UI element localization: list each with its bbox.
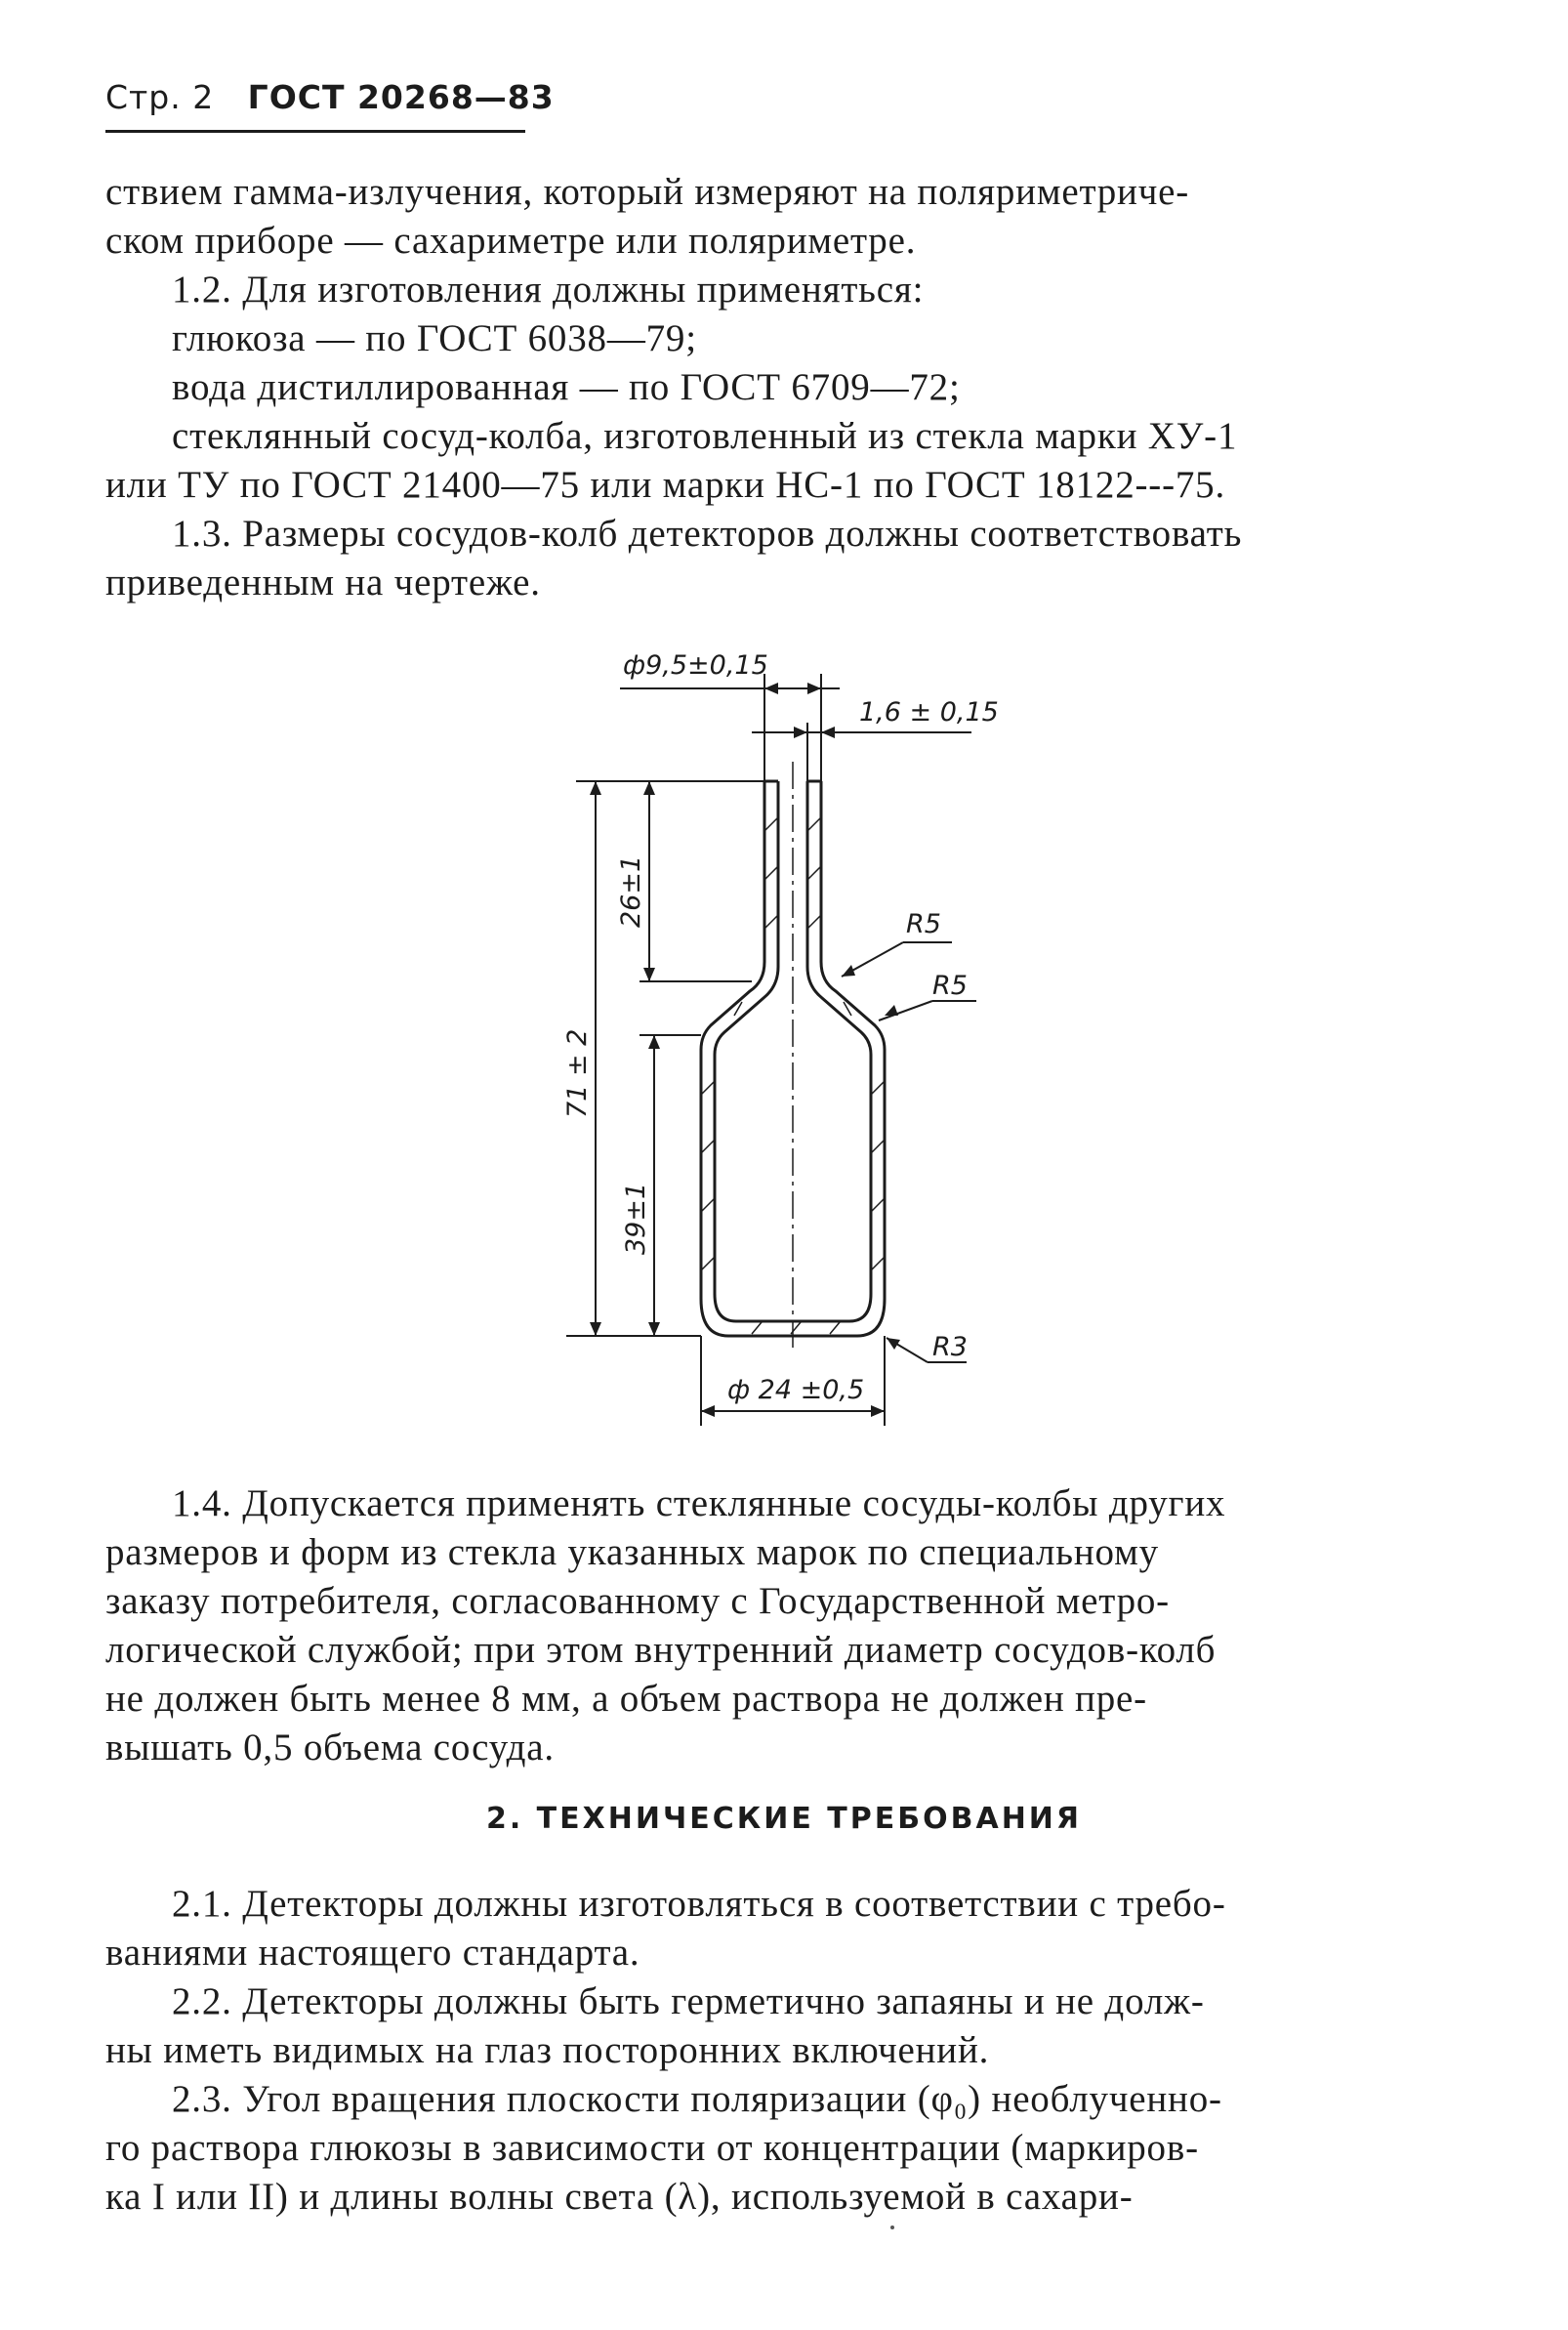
- scan-speck: [890, 2226, 894, 2229]
- label-base-diameter: ф 24 ±0,5: [727, 1375, 865, 1405]
- clause-1-2-item: или ТУ по ГОСТ 21400—75 или марки НС-1 по ГОСТ 18122---75.: [105, 464, 1226, 506]
- label-total-height: 71 ± 2: [562, 1028, 593, 1118]
- label-outer-diameter: ф9,5±0,15: [623, 650, 768, 681]
- label-radius-upper: R5: [906, 909, 941, 939]
- clause-1-2-item: вода дистиллированная — по ГОСТ 6709—72;: [172, 366, 961, 408]
- clause-1-4: [105, 1479, 1463, 1772]
- clause-1-4-line: вышать 0,5 объема сосуда.: [105, 1727, 555, 1768]
- page-number: Стр. 2: [105, 78, 215, 116]
- clause-1-2-item: стеклянный сосуд-колба, изготовленный из стекла марки ХУ-1: [172, 415, 1238, 457]
- label-neck-height: 26±1: [616, 854, 646, 928]
- clause-1-4-line: не должен быть менее 8 мм, а объем раствора не должен пре-: [105, 1678, 1147, 1720]
- clause-2-3-line: 2.3. Угол вращения плоскости поляризации (φ₀) необлученно-: [172, 2078, 1222, 2120]
- clause-2-2-line: 2.2. Детекторы должны быть герметично запаяны и не долж-: [172, 1980, 1205, 2022]
- intro-line: ском приборе — сахариметре или поляриметре.: [105, 220, 917, 262]
- label-radius-lower: R5: [932, 971, 968, 1001]
- dimension-arrows: [590, 683, 900, 1417]
- clause-1-4-line: 1.4. Допускается применять стеклянные сосуды-колбы других: [172, 1482, 1226, 1524]
- intro-line: ствием гамма-излучения, который измеряют на поляриметриче-: [105, 171, 1190, 213]
- label-radius-bottom: R3: [932, 1332, 968, 1362]
- clause-1-2-title: 1.2. Для изготовления должны применяться:: [172, 269, 925, 311]
- clause-2-1-line: 2.1. Детекторы должны изготовляться в соответствии с требо-: [172, 1883, 1226, 1925]
- clause-2-3-line: го раствора глюкозы в зависимости от концентрации (маркиров-: [105, 2127, 1199, 2169]
- clause-1-4-line: заказу потребителя, согласованному с Государственной метро-: [105, 1580, 1170, 1622]
- label-body-height: 39±1: [621, 1182, 651, 1255]
- label-wall-thickness: 1,6 ± 0,15: [859, 697, 999, 728]
- clause-1-3-line: приведенным на чертеже.: [105, 562, 541, 603]
- section-2-title: 2. ТЕХНИЧЕСКИЕ ТРЕБОВАНИЯ: [485, 1802, 1083, 1836]
- clause-1-4-line: размеров и форм из стекла указанных марок по специальному: [105, 1531, 1159, 1573]
- clause-1-3-line: 1.3. Размеры сосудов-колб детекторов должны соответствовать: [172, 513, 1243, 555]
- clause-2-1-line: ваниями настоящего стандарта.: [105, 1932, 640, 1974]
- standard-number: ГОСТ 20268—83: [247, 78, 555, 116]
- dimension-lines: [566, 674, 976, 1426]
- clause-1-4-line: логической службой; при этом внутренний диаметр сосудов-колб: [105, 1629, 1217, 1671]
- clause-2-3-line: ка I или II) и длины волны света (λ), используемой в сахари-: [105, 2176, 1134, 2218]
- clause-1-2-item: глюкоза — по ГОСТ 6038—79;: [172, 317, 697, 359]
- section-2-body: [105, 1880, 1463, 2222]
- clause-2-2-line: ны иметь видимых на глаз посторонних включений.: [105, 2029, 990, 2071]
